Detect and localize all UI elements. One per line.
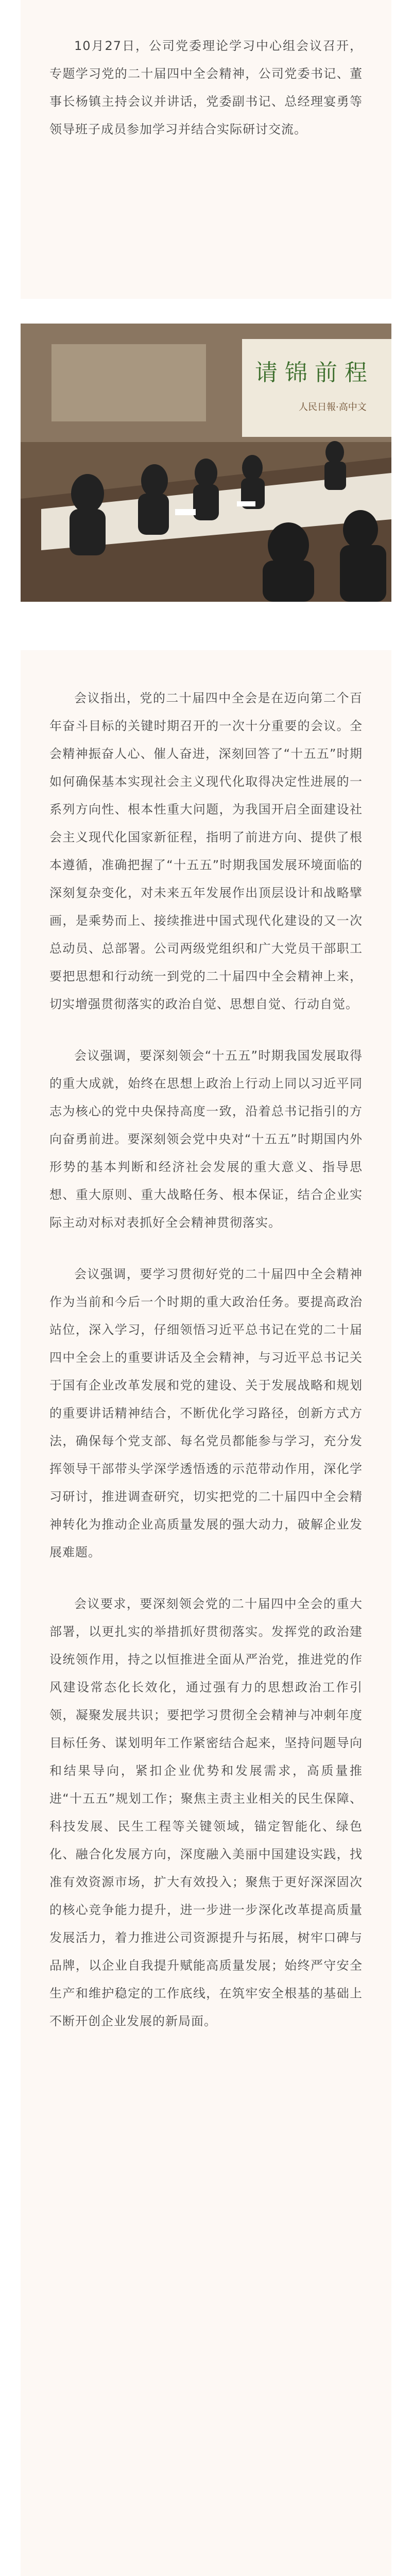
body-paragraph-1: 会议指出，党的二十届四中全会是在迈向第二个百年奋斗目标的关键时期召开的一次十分重要的会议。全会精神振奋人心、催人奋进，深刻回答了“十五五”时期如何确保基本实现社会主义现代化取得决定性进展的一系列方向性、根本性重大问题，为我国开启全面建设社会主义现代化国家新征程，指明了前进方向、提供了根本遵循，准确把握了“十五五”时期我国发展环境面临的深刻复杂变化，对未来五年发展作出顶层设计和战略擘画，是乘势而上、接续推进中国式现代化建设的又一次总动员、总部署。公司两级党组织和广大党员干部职工要把思想和行动统一到党的二十届四中全会精神上来，切实增强贯彻落实的政治自觉、思想自觉、行动自觉。 [49, 691, 363, 1011]
intro-paragraph: 10月27日，公司党委理论学习中心组会议召开，专题学习党的二十届四中全会精神，公司党委书记、董事长杨镇主持会议并讲话，党委副书记、总经理宴勇等领导班子成员参加学习并结合实际研讨交流。 [49, 39, 363, 137]
body-paragraph-3: 会议强调，要学习贯彻好党的二十届四中全会精神作为当前和今后一个时期的重大政治任务。要提高政治站位，深入学习，仔细领悟习近平总书记在党的二十届四中全会上的重要讲话及全会精神，与习近平总书记关于国有企业改革发展和党的建设、关于发展战略和规划的重要讲话精神结合，不断优化学习路径，创新方式方法，确保每个党支部、每名党员都能参与学习，充分发挥领导干部带头学深学透悟透的示范带动作用，深化学习研讨，推进调查研究，切实把党的二十届四中全会精神转化为推动企业高质量发展的强大动力，破解企业发展难题。 [49, 1267, 363, 1560]
meeting-photo [21, 324, 391, 602]
article-body [21, 650, 391, 2576]
body-paragraph-4: 会议要求，要深刻领会党的二十届四中全会的重大部署，以更扎实的举措抓好贯彻落实。发挥党的政治建设统领作用，持之以恒推进全面从严治党，推进党的作风建设常态化长效化，通过强有力的思想政治工作引领，凝聚发展共识；要把学习贯彻全会精神与冲刺年度目标任务、谋划明年工作紧密结合起来，坚持问题导向和结果导向，紧扣企业优势和发展需求，高质量推进“十五五”规划工作；聚焦主责主业相关的民生保障、科技发展、民生工程等关键领域，锚定智能化、绿色化、融合化发展方向，深度融入美丽中国建设实践，找准有效资源市场，扩大有效投入；聚焦于更好深深固次的核心竞争能力提升，进一步进一步深化改革提高质量发展活力，着力推进公司资源提升与拓展，树牢口碑与品牌，以企业自我提升赋能高质量发展；始终严守安全生产和维护稳定的工作底线，在筑牢安全根基的基础上不断开创企业发展的新局面。 [49, 1597, 363, 2028]
intro-box [21, 0, 391, 299]
banner-subtext: 人民日報·高中文 [299, 402, 367, 413]
banner-text: 请 锦 前 程 [255, 360, 367, 386]
body-paragraph-2: 会议强调，要深刻领会“十五五”时期我国发展取得的重大成就，始终在思想上政治上行动上同以习近平同志为核心的党中央保持高度一致，沿着总书记指引的方向奋勇前进。要深刻领会党中央对“十五五”时期国内外形势的基本判断和经济社会发展的重大意义、指导思想、重大原则、重大战略任务、根本保证，结合企业实际主动对标对表抓好全会精神贯彻落实。 [49, 1048, 363, 1230]
